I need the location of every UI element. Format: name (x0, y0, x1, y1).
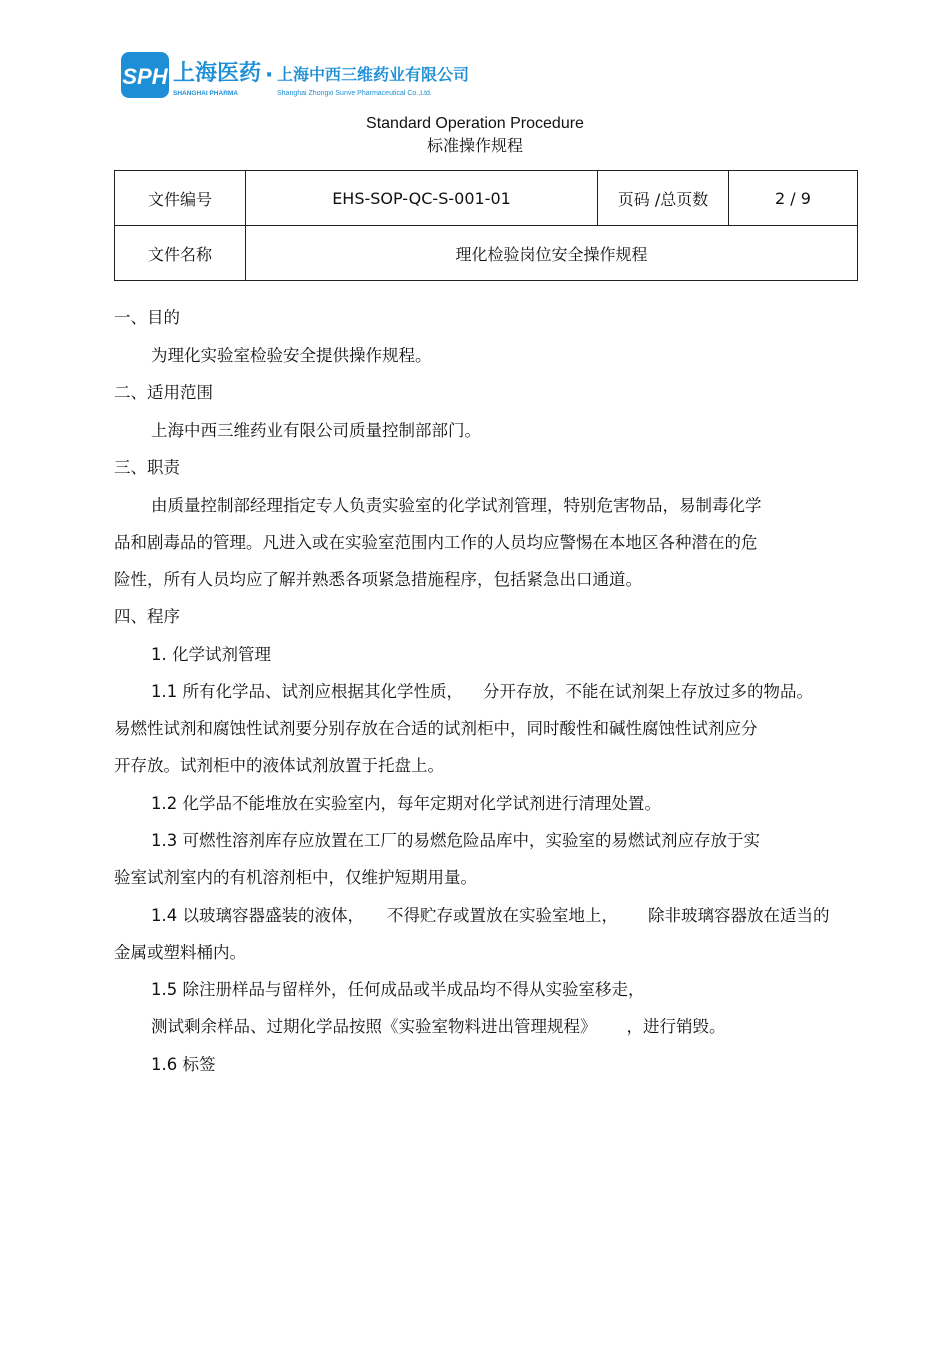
sph-logo-letters: SPH (122, 64, 168, 89)
section-heading-responsibility: 三、职责 (114, 458, 180, 477)
doc-number-value: EHS-SOP-QC-S-001-01 (246, 171, 598, 226)
procedure-item-1-2: 1.2 化学品不能堆放在实验室内，每年定期对化学试剂进行清理处置。 (151, 793, 661, 813)
procedure-item-1-5: 1.5 除注册样品与留样外，任何成品或半成品均不得从实验室移走， (151, 980, 645, 999)
section-heading-scope: 二、适用范围 (114, 383, 213, 402)
procedure-text: 不得贮存或置放在实验室地上， (387, 905, 618, 925)
procedure-text: ，进行销毁。 (626, 1017, 726, 1036)
procedure-subheading: 1. 化学试剂管理 (151, 644, 271, 664)
logo-separator: · (265, 63, 274, 88)
page-count-label: 页码 /总页数 (598, 171, 729, 226)
document-body (114, 305, 854, 1089)
responsibility-line: 由质量控制部经理指定专人负责实验室的化学试剂管理，特别危害物品，易制毒化学 (151, 495, 762, 515)
procedure-line: 金属或塑料桶内。 (114, 942, 246, 962)
procedure-text: 1.4 以玻璃容器盛装的液体， (151, 905, 364, 925)
document-header (0, 114, 950, 157)
page-count-value: 2 / 9 (729, 171, 858, 226)
responsibility-line: 品和剧毒品的管理。凡进入或在实验室范围内工作的人员均应警惕在本地区各种潜在的危 (114, 532, 758, 552)
company-en: Shanghai Zhongxi Sunve Pharmaceutical Co.,Ltd. (277, 90, 432, 97)
scope-text: 上海中西三维药业有限公司质量控制部部门。 (151, 420, 481, 440)
procedure-text: 1.1 所有化学品、试剂应根据其化学性质， (151, 682, 463, 701)
brand-en: SHANGHAI PHARMA (173, 90, 238, 97)
doc-name-value: 理化检验岗位安全操作规程 (246, 226, 858, 281)
procedure-line: 易燃性试剂和腐蚀性试剂要分别存放在合适的试剂柜中，同时酸性和碱性腐蚀性试剂应分 (114, 719, 758, 738)
procedure-text: 除非玻璃容器放在适当的 (648, 905, 830, 925)
brand-cn: 上海医药 (173, 61, 262, 86)
section-heading-purpose: 一、目的 (114, 308, 180, 327)
responsibility-line: 险性，所有人员均应了解并熟悉各项紧急措施程序，包括紧急出口通道。 (114, 569, 642, 589)
table-row (115, 226, 858, 281)
company-cn: 上海中西三维药业有限公司 (277, 65, 470, 84)
procedure-line: 验室试剂室内的有机溶剂柜中，仅维护短期用量。 (114, 868, 477, 887)
company-logo (121, 50, 481, 102)
procedure-text: 分开存放，不能在试剂架上存放过多的物品。 (483, 682, 813, 701)
table-row (115, 171, 858, 226)
title-cn: 标准操作规程 (426, 136, 523, 155)
purpose-text: 为理化实验室检验安全提供操作规程。 (151, 345, 432, 365)
procedure-line: 开存放。试剂柜中的液体试剂放置于托盘上。 (114, 756, 444, 775)
procedure-item-1-6: 1.6 标签 (151, 1054, 216, 1074)
title-en: Standard Operation Procedure (366, 115, 584, 132)
procedure-item-1-3: 1.3 可燃性溶剂库存应放置在工厂的易燃危险品库中，实验室的易燃试剂应存放于实 (151, 831, 760, 850)
procedure-line (114, 1014, 854, 1052)
procedure-text: 测试剩余样品、过期化学品按照《实验室物料进出管理规程》 (151, 1017, 597, 1036)
document-info-table (114, 170, 858, 281)
procedure-item-1-4 (114, 903, 854, 940)
procedure-item-1-1 (114, 679, 854, 716)
section-heading-procedure: 四、程序 (114, 607, 180, 626)
doc-number-label: 文件编号 (115, 171, 246, 226)
doc-name-label: 文件名称 (115, 226, 246, 281)
